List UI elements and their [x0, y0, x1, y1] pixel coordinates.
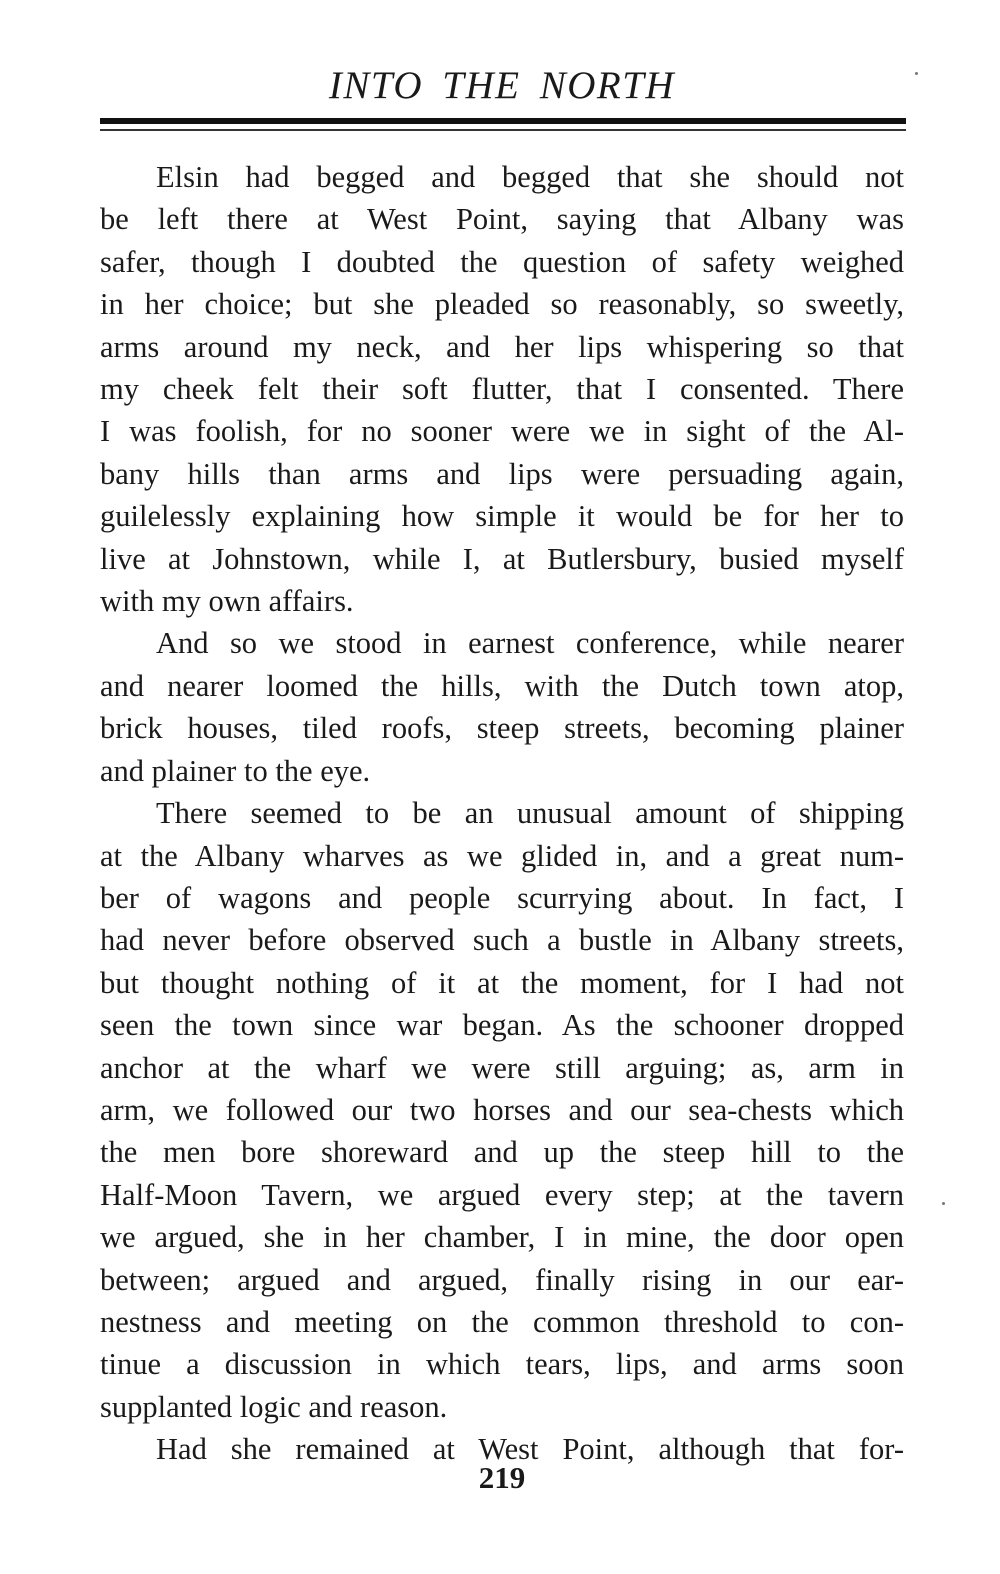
text-line: I was foolish, for no sooner were we in sight of the Al- — [100, 414, 904, 449]
text-line: tinue a discussion in which tears, lips, and arms soon — [100, 1347, 904, 1382]
text-line: and nearer loomed the hills, with the Dutch town atop, — [100, 668, 904, 703]
text-line: and plainer to the eye. — [100, 753, 371, 788]
text-line: but thought nothing of it at the moment, for I had not — [100, 965, 904, 1000]
text-line: at the Albany wharves as we glided in, and a great num- — [100, 838, 904, 873]
text-line: live at Johnstown, while I, at Butlersbury, busied myself — [100, 541, 904, 576]
text-line: supplanted logic and reason. — [100, 1389, 448, 1424]
paragraph — [100, 622, 904, 792]
text-line: the men bore shoreward and up the steep hill to the — [100, 1135, 904, 1170]
text-line: Half-Moon Tavern, we argued every step; at the tavern — [100, 1177, 904, 1212]
text-line: arms around my neck, and her lips whispering so that — [100, 329, 904, 364]
body-text — [100, 156, 904, 1471]
header-rule-thick — [100, 118, 906, 124]
text-line: guilelessly explaining how simple it would be for her to — [100, 499, 904, 534]
text-line: And so we stood in earnest conference, while nearer — [156, 626, 904, 661]
text-line: had never before observed such a bustle in Albany streets, — [100, 923, 904, 958]
text-line: between; argued and argued, finally rising in our ear- — [100, 1262, 904, 1297]
text-line: There seemed to be an unusual amount of shipping — [156, 796, 904, 831]
text-line: Elsin had begged and begged that she should not — [156, 160, 904, 194]
text-line: nestness and meeting on the common threshold to con- — [100, 1304, 904, 1339]
header-rule-thin — [100, 129, 906, 131]
text-line: be left there at West Point, saying that Albany was — [100, 202, 904, 237]
text-line: anchor at the wharf we were still arguing; as, arm in — [100, 1050, 904, 1085]
text-line: brick houses, tiled roofs, steep streets, becoming plainer — [100, 711, 904, 746]
paper-speck — [942, 1202, 945, 1205]
text-line: bany hills than arms and lips were persuading again, — [100, 456, 904, 491]
paper-speck — [915, 72, 918, 75]
text-line: Had she remained at West Point, although that for- — [156, 1432, 904, 1467]
running-title: INTO THE NORTH — [328, 64, 676, 107]
text-line: ber of wagons and people scurrying about. In fact, I — [100, 880, 904, 915]
text-line: we argued, she in her chamber, I in mine, the door open — [100, 1220, 904, 1255]
book-page — [100, 0, 904, 1574]
text-line: seen the town since war began. As the schooner dropped — [100, 1008, 904, 1043]
text-line: in her choice; but she pleaded so reasonably, so sweetly, — [100, 287, 904, 322]
page-number: 219 — [478, 1460, 526, 1495]
text-line: my cheek felt their soft flutter, that I consented. There — [100, 372, 904, 407]
text-line: with my own affairs. — [100, 584, 354, 619]
paragraph — [100, 792, 904, 1428]
text-line: arm, we followed our two horses and our sea-chests which — [100, 1092, 904, 1127]
text-line: safer, though I doubted the question of safety weighed — [100, 244, 904, 279]
paragraph — [100, 156, 904, 622]
